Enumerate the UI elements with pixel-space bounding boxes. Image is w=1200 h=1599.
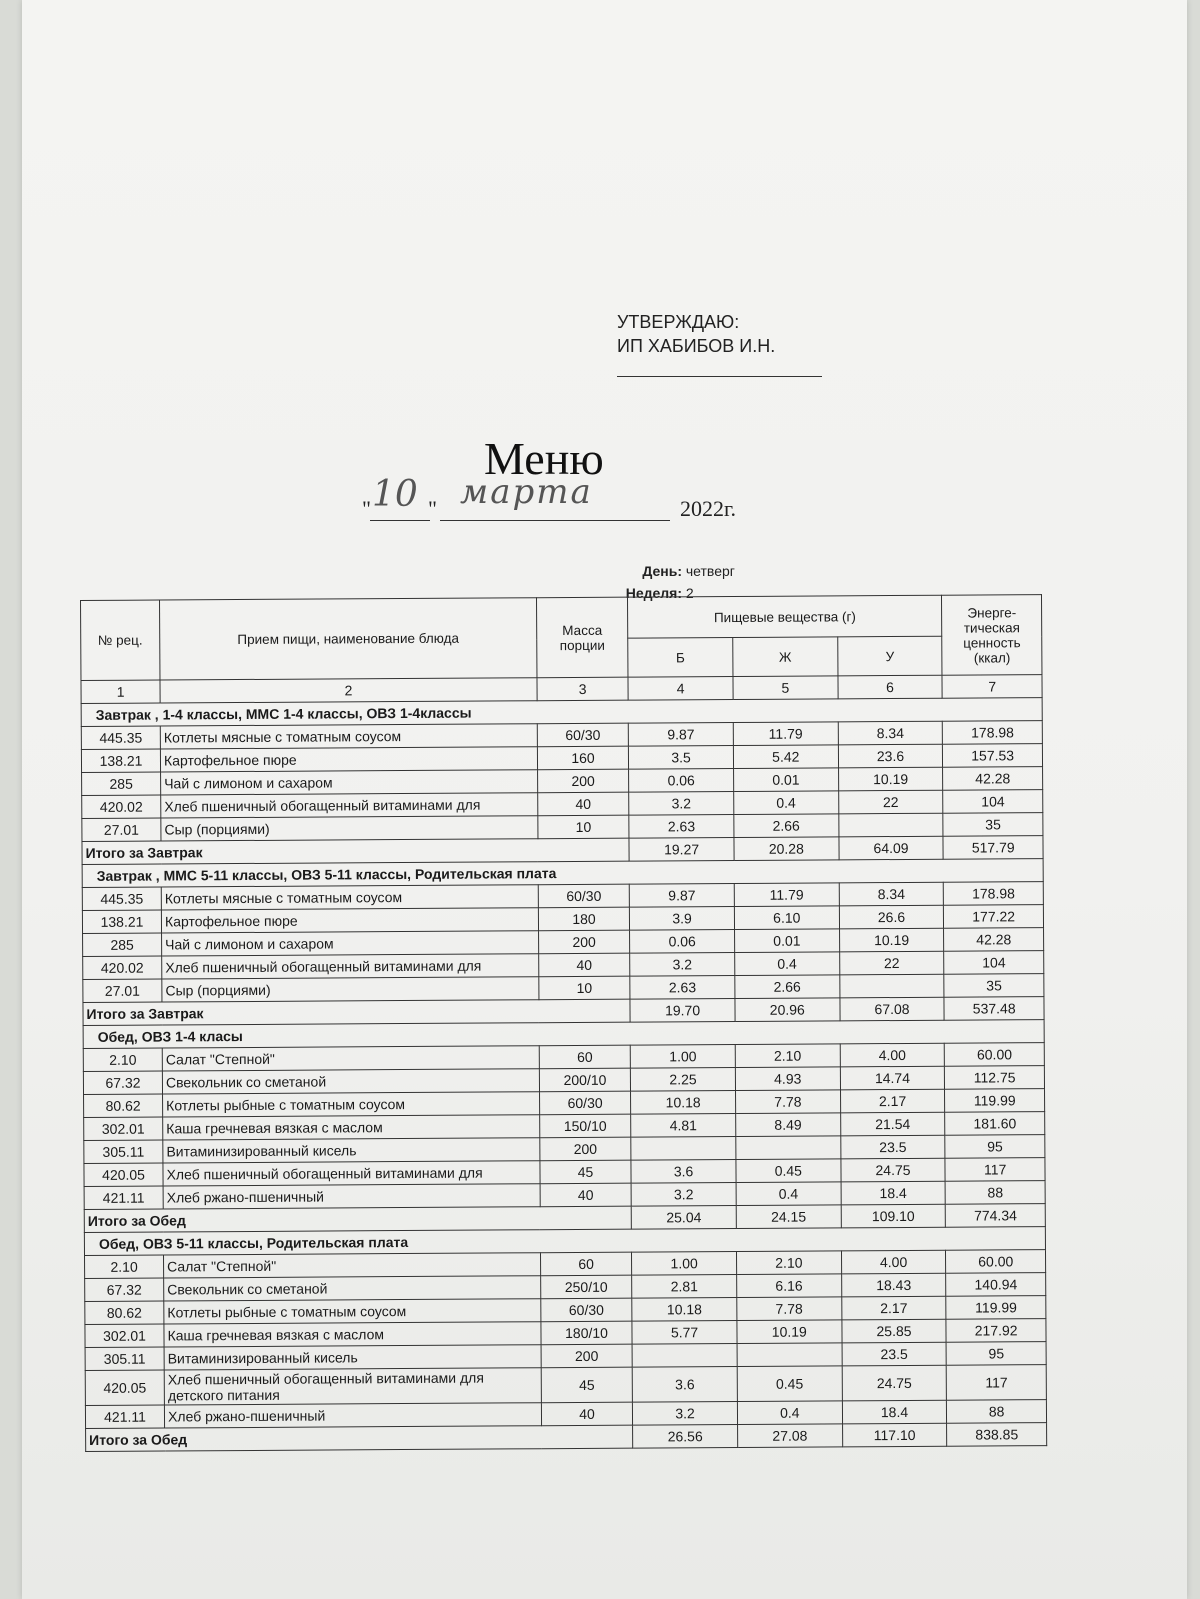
protein-total: 19.27: [629, 838, 734, 862]
fat-cell: 0.4: [734, 791, 839, 815]
energy-cell: 178.98: [944, 882, 1044, 906]
header-energy: Энерге-тическая ценность (ккал): [942, 595, 1042, 676]
protein-cell: [631, 1137, 736, 1161]
dish-name-cell: Котлеты рыбные с томатным соусом: [164, 1299, 541, 1324]
protein-cell: 10.18: [632, 1298, 737, 1322]
signature-line: [617, 358, 822, 377]
recipe-no-cell: 421.11: [85, 1405, 164, 1428]
fat-cell: 2.66: [734, 814, 839, 838]
recipe-no-cell: 80.62: [84, 1094, 163, 1117]
date-day-handwritten: 10: [372, 474, 418, 515]
fat-total: 24.15: [736, 1205, 841, 1229]
fat-cell: 6.10: [734, 906, 839, 930]
fat-cell: 0.4: [736, 1182, 841, 1206]
protein-cell: 2.81: [632, 1275, 737, 1299]
mass-cell: 150/10: [539, 1114, 631, 1138]
mass-cell: 45: [541, 1367, 633, 1403]
dish-name-cell: Хлеб ржано-пшеничный: [163, 1184, 540, 1209]
protein-cell: 1.00: [632, 1252, 737, 1276]
fat-cell: 11.79: [734, 883, 839, 907]
dish-name-cell: Сыр (порциями): [162, 977, 539, 1002]
mass-cell: 60: [539, 1045, 631, 1069]
dish-name-cell: Картофельное пюре: [161, 908, 538, 933]
recipe-no-cell: 420.05: [84, 1163, 163, 1186]
energy-total: 774.34: [946, 1204, 1046, 1228]
week-label: Неделя:: [625, 585, 682, 601]
energy-cell: 95: [946, 1342, 1046, 1366]
mass-cell: 250/10: [540, 1275, 632, 1299]
protein-cell: 4.81: [631, 1114, 736, 1138]
header-fat: Ж: [733, 637, 838, 677]
dish-name-cell: Хлеб пшеничный обогащенный витаминами для: [161, 793, 538, 818]
fat-cell: 0.4: [735, 952, 840, 976]
energy-cell: 181.60: [945, 1112, 1045, 1136]
carbs-cell: 25.85: [842, 1319, 947, 1343]
section-title: Обед, ОВЗ 1-4 класы: [83, 1020, 1044, 1049]
carbs-cell: 2.17: [841, 1296, 946, 1320]
mass-cell: 40: [539, 953, 631, 977]
day-value: четверг: [685, 563, 735, 579]
energy-cell: 42.28: [944, 928, 1044, 952]
total-label: Итого за Обед: [86, 1425, 633, 1451]
carbs-cell: 22: [838, 790, 943, 814]
protein-cell: 3.2: [629, 792, 734, 816]
mass-cell: 180/10: [541, 1321, 633, 1345]
carbs-cell: 23.5: [840, 1135, 945, 1159]
recipe-no-cell: 285: [82, 772, 161, 795]
mass-cell: 60/30: [537, 723, 629, 747]
recipe-no-cell: 27.01: [82, 818, 161, 841]
carbs-cell: 18.4: [842, 1400, 947, 1424]
colnum: 7: [942, 675, 1042, 699]
dish-name-cell: Хлеб пшеничный обогащенный витаминами для детского питания: [164, 1368, 541, 1405]
mass-cell: 160: [537, 746, 629, 770]
mass-cell: 200: [538, 930, 630, 954]
page-title: Меню: [484, 433, 604, 484]
protein-cell: 9.87: [629, 884, 734, 908]
protein-cell: 1.00: [630, 1045, 735, 1069]
energy-total: 537.48: [944, 997, 1044, 1021]
colnum: 2: [160, 678, 537, 703]
dish-name-cell: Салат "Степной": [164, 1253, 541, 1278]
dish-name-cell: Котлеты мясные с томатным соусом: [160, 724, 537, 749]
mass-cell: 60/30: [539, 1091, 631, 1115]
dish-name-cell: Салат "Степной": [162, 1046, 539, 1071]
menu-body: [81, 698, 1047, 1452]
colnum: 3: [537, 677, 629, 701]
dish-name-cell: Витаминизированный кисель: [163, 1138, 540, 1163]
fat-cell: 2.10: [736, 1251, 841, 1275]
energy-cell: 177.22: [944, 905, 1044, 929]
date-year: 2022г.: [680, 496, 737, 521]
header-nutrients: Пищевые вещества (г): [628, 595, 942, 638]
mass-cell: 10: [538, 815, 630, 839]
dish-name-cell: Котлеты рыбные с томатным соусом: [163, 1092, 540, 1117]
dish-name-cell: Свекольник со сметаной: [162, 1069, 539, 1094]
carbs-cell: 24.75: [842, 1365, 947, 1401]
carbs-cell: [839, 974, 944, 998]
mass-cell: 45: [540, 1160, 632, 1184]
dish-name-cell: Хлеб пшеничный обогащенный витаминами для: [163, 1161, 540, 1186]
mass-cell: 200: [540, 1137, 632, 1161]
energy-cell: 88: [945, 1181, 1045, 1205]
mass-cell: 40: [541, 1402, 633, 1426]
energy-cell: 95: [945, 1135, 1045, 1159]
protein-cell: 3.2: [633, 1401, 738, 1425]
mass-cell: 10: [539, 976, 631, 1000]
recipe-no-cell: 285: [83, 933, 162, 956]
approval-person: ИП ХАБИБОВ И.Н.: [617, 336, 776, 356]
carbs-total: 109.10: [841, 1204, 946, 1228]
fat-total: 20.28: [734, 837, 839, 861]
carbs-cell: 8.34: [838, 721, 943, 745]
protein-cell: 3.5: [629, 746, 734, 770]
fat-cell: [737, 1343, 842, 1367]
fat-cell: 0.01: [733, 768, 838, 792]
total-label: Итого за Завтрак: [83, 999, 630, 1025]
carbs-cell: 23.5: [842, 1342, 947, 1366]
mass-cell: 60: [540, 1252, 632, 1276]
protein-cell: 2.63: [630, 976, 735, 1000]
mass-cell: 200: [541, 1344, 633, 1368]
protein-cell: 0.06: [629, 769, 734, 793]
recipe-no-cell: 302.01: [85, 1324, 164, 1347]
recipe-no-cell: 67.32: [83, 1071, 162, 1094]
recipe-no-cell: 420.02: [83, 956, 162, 979]
fat-cell: 2.66: [735, 975, 840, 999]
recipe-no-cell: 420.05: [85, 1370, 164, 1405]
protein-cell: [632, 1344, 737, 1368]
protein-cell: 3.2: [630, 953, 735, 977]
protein-cell: 3.2: [631, 1183, 736, 1207]
protein-cell: 3.6: [632, 1367, 737, 1403]
dish-name-cell: Чай с лимоном и сахаром: [161, 770, 538, 795]
carbs-cell: 4.00: [841, 1250, 946, 1274]
header-dish-name: Прием пищи, наименование блюда: [160, 598, 537, 680]
dish-name-cell: Хлеб ржано-пшеничный: [164, 1403, 541, 1428]
header-protein: Б: [628, 638, 733, 678]
total-row: [86, 1423, 1047, 1452]
carbs-cell: 26.6: [839, 905, 944, 929]
mass-cell: 40: [538, 792, 630, 816]
date-quote-open: ": [362, 496, 371, 521]
protein-cell: 5.77: [632, 1321, 737, 1345]
carbs-cell: 22: [839, 951, 944, 975]
protein-cell: 0.06: [630, 930, 735, 954]
fat-cell: 5.42: [733, 745, 838, 769]
fat-cell: 7.78: [735, 1090, 840, 1114]
recipe-no-cell: 421.11: [84, 1186, 163, 1209]
approval-heading: УТВЕРЖДАЮ:: [617, 312, 740, 332]
fat-cell: [736, 1136, 841, 1160]
mass-cell: 60/30: [541, 1298, 633, 1322]
dish-name-cell: Каша гречневая вязкая с маслом: [163, 1115, 540, 1140]
menu-table: [80, 594, 1047, 1452]
energy-cell: 35: [943, 813, 1043, 837]
fat-cell: 7.78: [737, 1297, 842, 1321]
energy-cell: 35: [944, 974, 1044, 998]
date-quote-close: ": [428, 496, 437, 521]
energy-total: 838.85: [947, 1423, 1047, 1447]
fat-cell: 0.4: [737, 1401, 842, 1425]
section-title: Обед, ОВЗ 5-11 классы, Родительская плата: [84, 1227, 1045, 1256]
mass-cell: 60/30: [538, 884, 630, 908]
recipe-no-cell: 445.35: [82, 887, 161, 910]
mass-cell: 200/10: [539, 1068, 631, 1092]
recipe-no-cell: 2.10: [85, 1255, 164, 1278]
carbs-cell: 4.00: [840, 1043, 945, 1067]
protein-total: 19.70: [630, 999, 735, 1023]
carbs-cell: 21.54: [840, 1112, 945, 1136]
dish-name-cell: Картофельное пюре: [160, 747, 537, 772]
recipe-no-cell: 305.11: [84, 1140, 163, 1163]
protein-total: 26.56: [633, 1424, 738, 1448]
dish-name-cell: Свекольник со сметаной: [164, 1276, 541, 1301]
fat-cell: 8.49: [736, 1113, 841, 1137]
mass-cell: 40: [540, 1183, 632, 1207]
protein-cell: 3.6: [631, 1160, 736, 1184]
energy-cell: 117: [945, 1158, 1045, 1182]
recipe-no-cell: 138.21: [82, 910, 161, 933]
dish-name-cell: Каша гречневая вязкая с маслом: [164, 1322, 541, 1347]
table-row: [85, 1365, 1046, 1406]
energy-cell: 60.00: [946, 1250, 1046, 1274]
energy-cell: 88: [947, 1400, 1047, 1424]
recipe-no-cell: 305.11: [85, 1347, 164, 1370]
energy-cell: 217.92: [946, 1319, 1046, 1343]
week-value: 2: [685, 585, 694, 601]
dish-name-cell: Витаминизированный кисель: [164, 1345, 541, 1370]
fat-cell: 6.16: [737, 1274, 842, 1298]
energy-total: 517.79: [943, 836, 1043, 860]
colnum: 6: [838, 675, 943, 699]
recipe-no-cell: 27.01: [83, 979, 162, 1002]
protein-total: 25.04: [631, 1206, 736, 1230]
carbs-cell: 18.4: [841, 1181, 946, 1205]
carbs-cell: 24.75: [841, 1158, 946, 1182]
dish-name-cell: Сыр (порциями): [161, 816, 538, 841]
energy-cell: 119.99: [946, 1296, 1046, 1320]
recipe-no-cell: 2.10: [83, 1048, 162, 1071]
protein-cell: 10.18: [631, 1091, 736, 1115]
paper-sheet: [22, 0, 1187, 1599]
header-portion-mass: Масса порции: [536, 597, 628, 678]
header-carbs: У: [837, 636, 942, 676]
carbs-cell: [838, 813, 943, 837]
fat-total: 20.96: [735, 998, 840, 1022]
fat-cell: 10.19: [737, 1320, 842, 1344]
energy-cell: 112.75: [945, 1066, 1045, 1090]
carbs-cell: 2.17: [840, 1089, 945, 1113]
energy-cell: 104: [944, 951, 1044, 975]
colnum: 4: [628, 677, 733, 701]
section-title: Завтрак , 1-4 классы, ММС 1-4 классы, ОВЗ 1-4классы: [81, 698, 1042, 727]
energy-cell: 104: [943, 790, 1043, 814]
energy-cell: 157.53: [943, 744, 1043, 768]
recipe-no-cell: 420.02: [82, 795, 161, 818]
carbs-cell: 10.19: [838, 767, 943, 791]
section-title: Завтрак , ММС 5-11 классы, ОВЗ 5-11 классы, Родительская плата: [82, 859, 1043, 888]
recipe-no-cell: 138.21: [81, 749, 160, 772]
energy-cell: 117: [947, 1365, 1047, 1401]
colnum: 5: [733, 676, 838, 700]
fat-cell: 0.01: [734, 929, 839, 953]
fat-total: 27.08: [737, 1424, 842, 1448]
day-underline: [370, 520, 430, 521]
carbs-total: 117.10: [842, 1423, 947, 1447]
carbs-cell: 14.74: [840, 1066, 945, 1090]
protein-cell: 2.25: [631, 1068, 736, 1092]
protein-cell: 2.63: [629, 815, 734, 839]
protein-cell: 9.87: [628, 723, 733, 747]
carbs-cell: 10.19: [839, 928, 944, 952]
approval-block: [617, 310, 822, 377]
total-label: Итого за Обед: [84, 1206, 631, 1232]
dish-name-cell: Котлеты мясные с томатным соусом: [161, 885, 538, 910]
fat-cell: 11.79: [733, 722, 838, 746]
carbs-cell: 18.43: [841, 1273, 946, 1297]
fat-cell: 2.10: [735, 1044, 840, 1068]
energy-cell: 42.28: [943, 767, 1043, 791]
protein-cell: 3.9: [630, 907, 735, 931]
recipe-no-cell: 445.35: [81, 726, 160, 749]
total-label: Итого за Завтрак: [82, 838, 629, 864]
header-recipe-no: № рец.: [81, 600, 161, 680]
recipe-no-cell: 80.62: [85, 1301, 164, 1324]
energy-cell: 140.94: [946, 1273, 1046, 1297]
fat-cell: 4.93: [735, 1067, 840, 1091]
mass-cell: 180: [538, 907, 630, 931]
recipe-no-cell: 67.32: [85, 1278, 164, 1301]
dish-name-cell: Чай с лимоном и сахаром: [162, 931, 539, 956]
date-month-handwritten: марта: [460, 472, 593, 512]
mass-cell: 200: [537, 769, 629, 793]
carbs-total: 67.08: [840, 997, 945, 1021]
carbs-cell: 8.34: [839, 882, 944, 906]
recipe-no-cell: 302.01: [84, 1117, 163, 1140]
day-label: День:: [642, 563, 682, 579]
fat-cell: 0.45: [737, 1366, 842, 1402]
dish-name-cell: Хлеб пшеничный обогащенный витаминами для: [162, 954, 539, 979]
colnum: 1: [81, 680, 160, 703]
month-underline: [440, 520, 670, 521]
energy-cell: 119.99: [945, 1089, 1045, 1113]
fat-cell: 0.45: [736, 1159, 841, 1183]
energy-cell: 60.00: [945, 1043, 1045, 1067]
carbs-total: 64.09: [839, 836, 944, 860]
carbs-cell: 23.6: [838, 744, 943, 768]
energy-cell: 178.98: [943, 721, 1043, 745]
